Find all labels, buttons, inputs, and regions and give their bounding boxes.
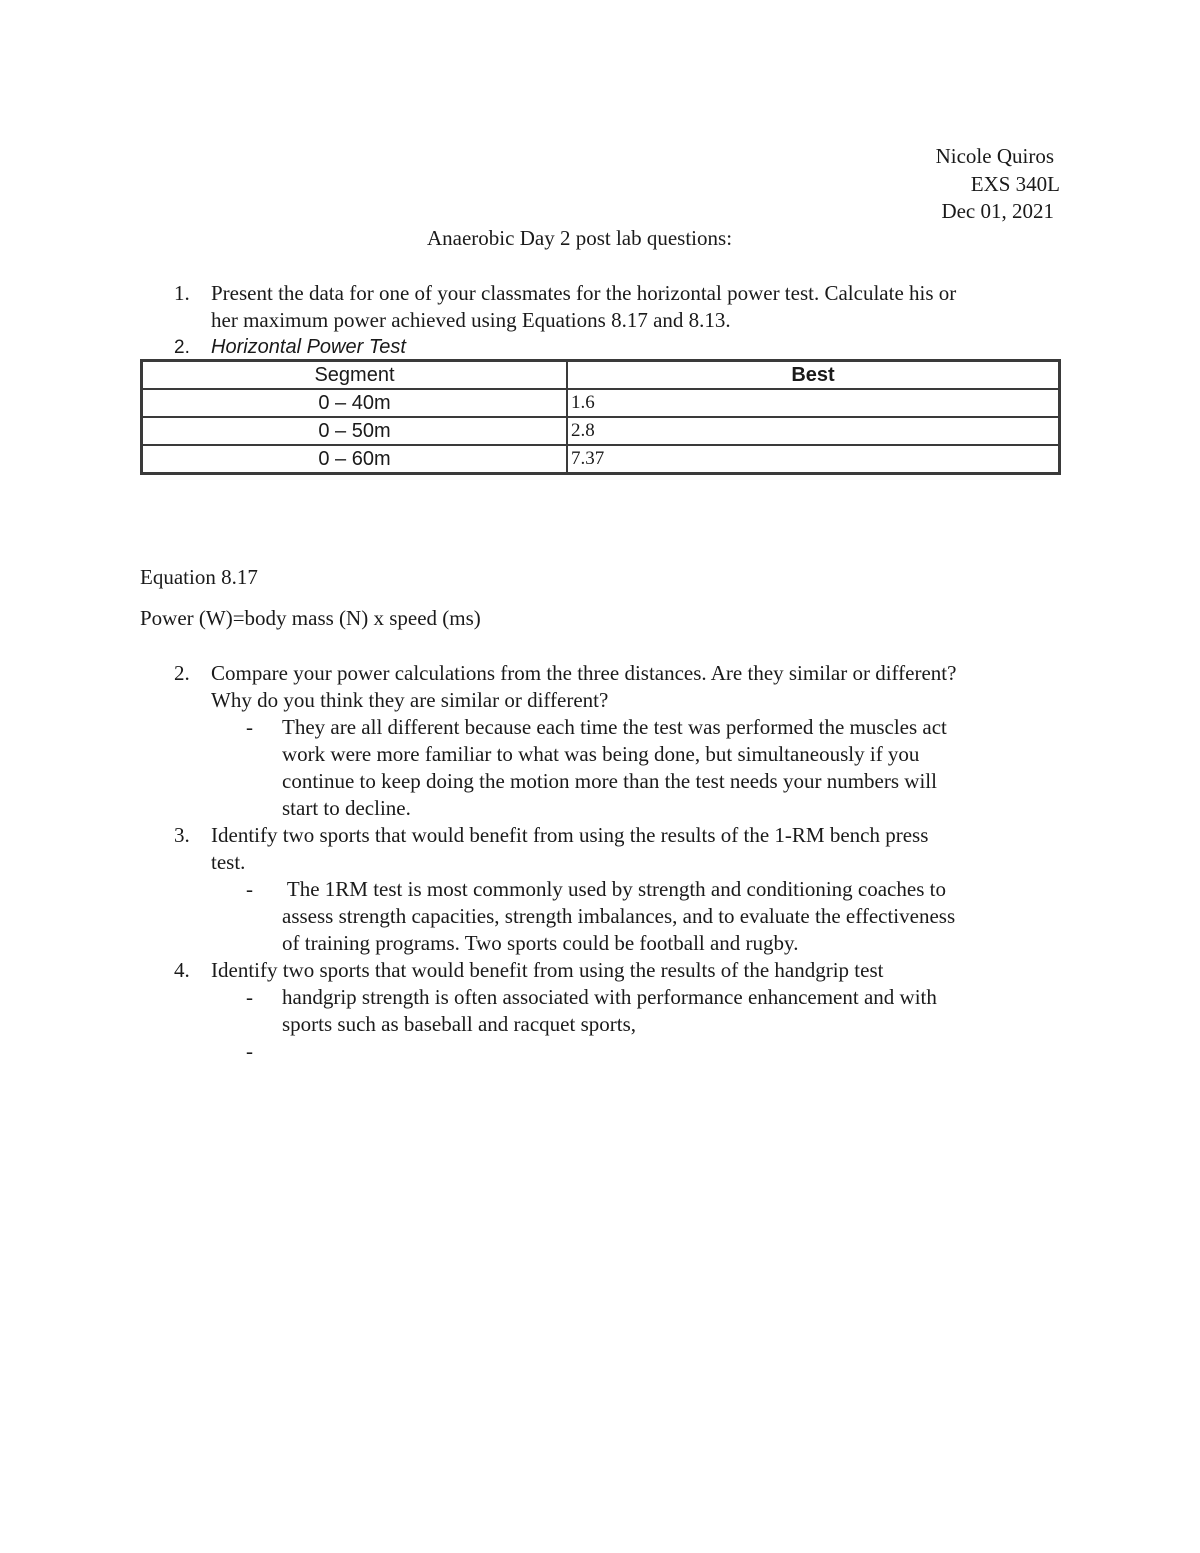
student-name: Nicole Quiros [935, 144, 1054, 168]
q4-number: 4. [174, 958, 190, 982]
q2-answer-line: continue to keep doing the motion more than the test needs your numbers will [282, 769, 937, 793]
equation-label: Equation 8.17 [140, 565, 258, 589]
q2-number: 2. [174, 661, 190, 685]
q2-text-line1: Compare your power calculations from the three distances. Are they similar or different? [211, 661, 957, 685]
horizontal-power-table [140, 359, 1061, 475]
q4-text-line1: Identify two sports that would benefit from using the results of the handgrip test [211, 958, 884, 982]
table-heading-number: 2. [174, 337, 190, 358]
q3-text-line1: Identify two sports that would benefit from using the results of the 1-RM bench press [211, 823, 929, 847]
table-row [142, 445, 1060, 474]
date: Dec 01, 2021 [941, 199, 1054, 223]
q1-text-line1: Present the data for one of your classmates for the horizontal power test. Calculate his or [211, 281, 957, 305]
q1-text-line2: her maximum power achieved using Equations 8.17 and 8.13. [211, 308, 731, 332]
q4-answer-line: handgrip strength is often associated with performance enhancement and with [282, 985, 937, 1009]
q2-answer-line: work were more familiar to what was being done, but simultaneously if you [282, 742, 920, 766]
best-cell: 7.37 [567, 445, 1060, 474]
q3-answer-line: assess strength capacities, strength imbalances, and to evaluate the effectiveness [282, 904, 956, 928]
q1-number: 1. [174, 281, 190, 305]
table-header-row [142, 361, 1060, 390]
header-segment: Segment [142, 361, 568, 390]
q4-answer-bullet-empty: - [246, 1039, 253, 1063]
q2-text-line2: Why do you think they are similar or different? [211, 688, 609, 712]
q3-text-line2: test. [211, 850, 246, 874]
segment-cell: 0 – 60m [142, 445, 568, 474]
course-code: EXS 340L [970, 172, 1060, 196]
table-heading: Horizontal Power Test [211, 336, 406, 358]
q3-number: 3. [174, 823, 190, 847]
q4-answer-line: sports such as baseball and racquet sports, [282, 1012, 636, 1036]
q3-answer-line: The 1RM test is most commonly used by strength and conditioning coaches to [282, 877, 946, 901]
table-row [142, 389, 1060, 417]
q2-answer-line: start to decline. [282, 796, 411, 820]
table-row [142, 417, 1060, 445]
q2-answer-bullet: - [246, 715, 253, 739]
q2-answer-line: They are all different because each time the test was performed the muscles act [282, 715, 947, 739]
q4-answer-bullet: - [246, 985, 253, 1009]
q3-answer-bullet: - [246, 877, 253, 901]
best-cell: 2.8 [567, 417, 1060, 445]
q3-answer-line: of training programs. Two sports could be football and rugby. [282, 931, 799, 955]
segment-cell: 0 – 50m [142, 417, 568, 445]
header-best: Best [567, 361, 1060, 390]
best-cell: 1.6 [567, 389, 1060, 417]
equation-formula: Power (W)=body mass (N) x speed (ms) [140, 606, 481, 630]
segment-cell: 0 – 40m [142, 389, 568, 417]
page-title: Anaerobic Day 2 post lab questions: [427, 226, 733, 250]
